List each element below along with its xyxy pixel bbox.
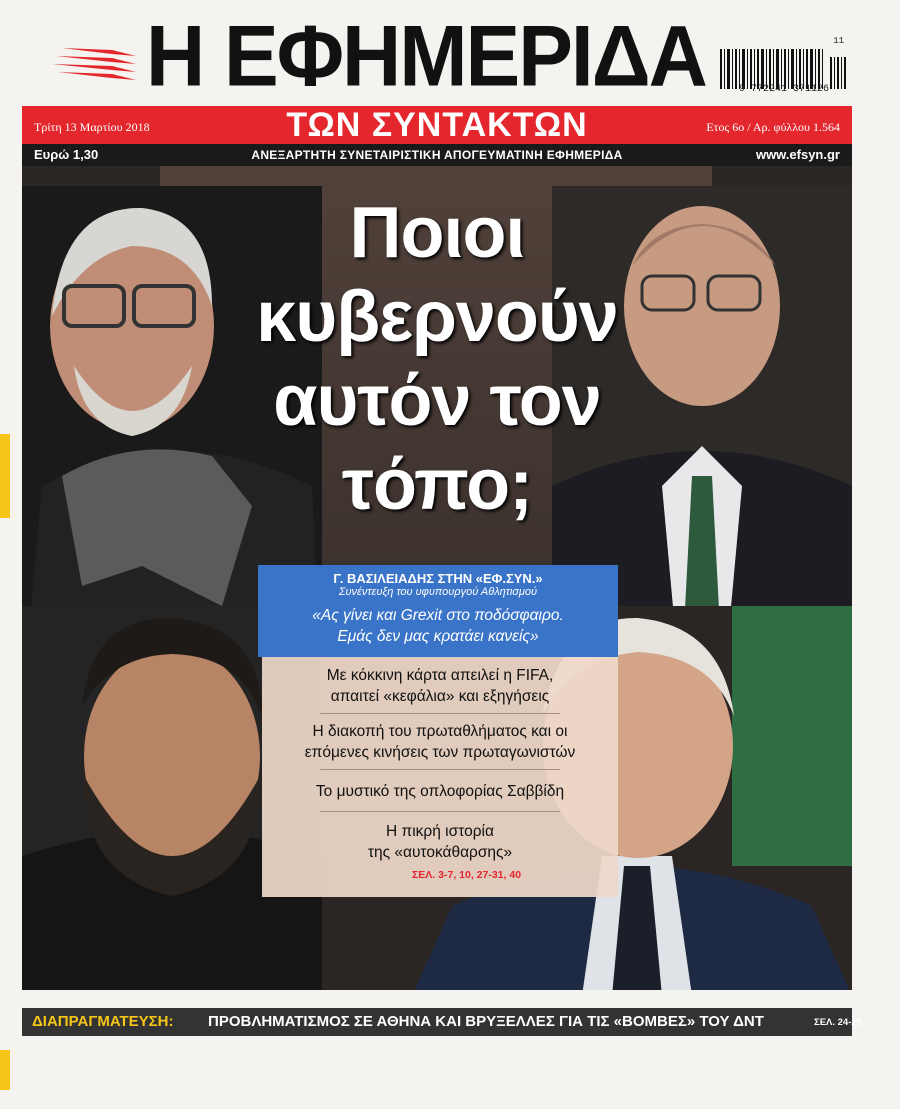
quote-line-2: Εμάς δεν μας κρατάει κανείς» xyxy=(337,628,539,645)
story-point-4-line-1: Η πικρή ιστορία xyxy=(386,823,494,840)
story-point-2 xyxy=(262,721,618,763)
interview-quote xyxy=(258,605,618,647)
story-pages: ΣΕΛ. 3-7, 10, 27-31, 40 xyxy=(412,869,522,881)
bottom-headline-label: ΔΙΑΠΡΑΓΜΑΤΕΥΣΗ: xyxy=(32,1013,174,1030)
masthead-red-bar xyxy=(22,106,852,144)
bottom-headline-bar xyxy=(22,1008,862,1036)
divider xyxy=(320,811,560,812)
page-edge-tab xyxy=(0,434,10,518)
story-point-4-line-2: της «αυτοκάθαρσης» xyxy=(367,844,513,861)
bottom-headline-pages: ΣΕΛ. 24-25 xyxy=(814,1017,862,1028)
newspaper-subtitle: ΤΩΝ ΣΥΝΤΑΚΤΩΝ xyxy=(286,106,588,144)
interview-role: Συνέντευξη του υφυπουργού Αθλητισμού xyxy=(338,586,538,598)
barcode-addon: 11 xyxy=(833,36,844,46)
quote-line-1: «Ας γίνει και Grexit στο ποδόσφαιρο. xyxy=(312,607,564,624)
story-point-2-line-2: επόμενες κινήσεις των πρωταγωνιστών xyxy=(304,744,576,761)
story-point-4 xyxy=(262,821,618,863)
cover-hero xyxy=(22,166,852,990)
story-point-3-line-1: Το μυστικό της οπλοφορίας Σαββίδη xyxy=(315,783,565,800)
issue-date: Τρίτη 13 Μαρτίου 2018 xyxy=(34,120,150,134)
interview-name: Γ. ΒΑΣΙΛΕΙΑΔΗΣ ΣΤΗΝ «ΕΦ.ΣΥΝ.» xyxy=(333,571,543,586)
page-edge-tab xyxy=(0,1050,10,1090)
masthead xyxy=(0,0,900,105)
main-headline xyxy=(202,191,672,527)
issue-number: Ετος 6ο / Αρ. φύλλου 1.564 xyxy=(706,120,840,134)
interview-quote-box xyxy=(258,565,618,657)
headline-line-3: αυτόν τον xyxy=(273,361,601,441)
story-point-1-line-2: απαιτεί «κεφάλια» και εξηγήσεις xyxy=(330,688,550,705)
website-url: www.efsyn.gr xyxy=(755,147,840,162)
pen-nib-logo-icon xyxy=(52,44,136,84)
bottom-headline-text: ΠΡΟΒΛΗΜΑΤΙΣΜΟΣ ΣΕ ΑΘΗΝΑ ΚΑΙ ΒΡΥΞΕΛΛΕΣ ΓΙΑ ΤΙΣ «ΒΟΜΒΕΣ» ΤΟΥ ΔΝΤ xyxy=(208,1013,764,1030)
price: Ευρώ 1,30 xyxy=(34,147,99,162)
divider xyxy=(320,769,560,770)
barcode-number xyxy=(718,36,850,95)
story-points-box xyxy=(262,657,618,897)
story-point-3 xyxy=(262,781,618,802)
headline-line-1: Ποιοι xyxy=(349,193,525,273)
barcode-digits: 9 772241 371126 xyxy=(738,84,829,95)
story-point-1 xyxy=(262,665,618,707)
newspaper-title: Η ΕΦΗΜΕΡΙΔΑ xyxy=(146,8,706,105)
masthead-info-bar xyxy=(22,144,852,166)
headline-line-4: τόπο; xyxy=(341,445,533,525)
story-point-2-line-1: Η διακοπή του πρωταθλήματος και οι xyxy=(312,723,568,740)
tagline: ΑΝΕΞΑΡΤΗΤΗ ΣΥΝΕΤΑΙΡΙΣΤΙΚΗ ΑΠΟΓΕΥΜΑΤΙΝΗ ΕΦΗΜΕΡΙΔΑ xyxy=(251,148,623,162)
headline-line-2: κυβερνούν xyxy=(256,277,618,357)
story-point-1-line-1: Με κόκκινη κάρτα απειλεί η FIFA, xyxy=(326,667,554,684)
divider xyxy=(320,713,560,714)
